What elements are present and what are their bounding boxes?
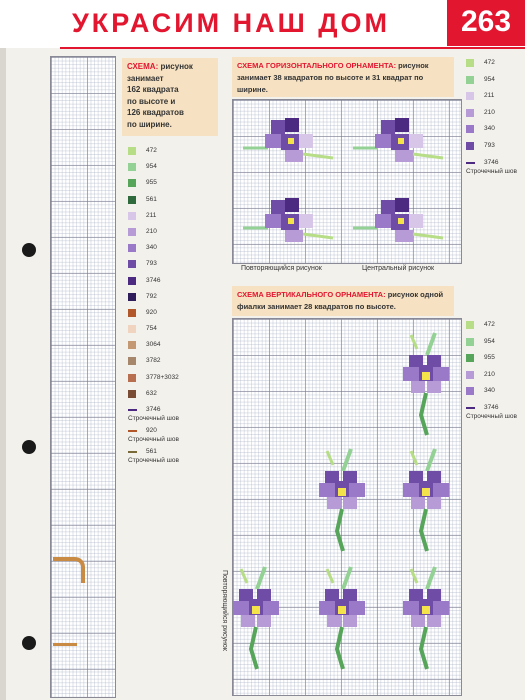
horizontal-scheme-info [232,57,454,97]
page-title: УКРАСИМ НАШ ДОМ [72,8,390,38]
legend-note: Строчечный шов [466,167,517,175]
vertical-chart-grid [232,318,462,696]
legend-code: 754 [146,325,157,333]
color-swatch [128,260,136,268]
color-swatch [128,374,136,382]
horizontal-caption-repeat: Повторяющийся рисунок [241,265,322,272]
color-swatch [466,371,474,379]
chart-border-motif [53,557,85,583]
legend-code: 211 [146,211,157,219]
page-number: 263 [447,0,525,46]
violet-motif [319,567,365,669]
legend-item [466,337,521,354]
color-swatch [128,244,136,252]
legend-code: 472 [146,147,157,154]
legend-code: 954 [484,337,495,345]
violet-motif [403,449,449,551]
color-swatch [466,142,474,150]
main-scheme-line: 162 квадрата [127,85,179,94]
color-swatch [128,293,136,301]
legend-code: 920 [146,427,157,434]
chart-border-motif [53,643,77,646]
stitch-line-swatch [128,430,137,432]
legend-item [128,292,223,308]
legend-item [466,353,521,370]
violet-motif [353,118,443,162]
legend-code: 632 [146,389,157,397]
color-swatch [128,325,136,333]
legend-item [466,141,521,158]
main-chart-grid [50,56,116,698]
legend-code: 472 [484,59,495,66]
violet-motif [319,449,365,551]
color-swatch [128,390,136,398]
color-swatch [466,338,474,346]
stitch-line-swatch [466,162,475,164]
color-swatch [466,354,474,362]
legend-item [128,259,223,275]
legend-code: 920 [146,308,157,316]
legend-code: 954 [484,75,495,83]
color-swatch [466,59,474,67]
page-edge [0,0,6,700]
legend-code: 211 [484,92,495,100]
horizontal-color-legend [466,58,521,179]
legend-code: 3778+3032 [146,373,179,381]
vertical-scheme-label: СХЕМА ВЕРТИКАЛЬНОГО ОРНАМЕНТА: [237,290,386,299]
legend-stitch-line [128,426,223,447]
horizontal-scheme-label: СХЕМА ГОРИЗОНТАЛЬНОГО ОРНАМЕНТА: [237,61,397,70]
legend-item [466,124,521,141]
main-scheme-line: 126 квадратов [127,108,184,117]
legend-item [128,243,223,259]
legend-item [466,75,521,92]
legend-item [128,227,223,243]
color-swatch [466,109,474,117]
legend-item [466,91,521,108]
legend-code: 340 [484,125,495,133]
binder-hole [22,440,36,454]
vertical-scheme-text: рисунок одной фиалки занимает 28 квадратов по высоте. [237,290,444,311]
legend-item [128,389,223,405]
horizontal-ornament-drawing [233,100,461,263]
legend-code: 210 [146,227,157,235]
legend-code: 561 [146,195,157,203]
legend-stitch-line [128,447,223,468]
legend-item [128,356,223,372]
color-swatch [128,163,136,171]
vertical-scheme-info [232,286,454,316]
legend-note: Строчечный шов [128,436,179,443]
legend-code: 792 [146,292,157,300]
legend-item [128,211,223,227]
main-color-legend [128,146,223,468]
color-swatch [128,228,136,236]
legend-note: Строчечный шов [466,412,517,420]
color-swatch [128,212,136,220]
main-scheme-line: по ширине. [127,119,172,129]
header-rule [60,47,525,49]
legend-item [128,178,223,194]
legend-stitch-line [466,403,521,424]
color-swatch [466,92,474,100]
legend-item [128,373,223,389]
stitch-line-swatch [128,409,137,411]
color-swatch [128,341,136,349]
violet-motif [403,567,449,669]
legend-code: 340 [146,244,157,252]
color-swatch [466,76,474,84]
main-scheme-info [122,58,218,136]
legend-item [466,320,521,337]
horizontal-chart-grid [232,99,462,264]
legend-code: 3746 [484,158,499,166]
color-swatch [128,277,136,285]
violet-motif [233,567,279,669]
legend-code: 3746 [484,403,499,411]
legend-code: 3782 [146,357,161,365]
legend-item [128,324,223,340]
legend-code: 3746 [146,276,161,284]
legend-code: 954 [146,163,157,171]
legend-code: 340 [484,387,495,395]
color-swatch [128,309,136,317]
legend-item [466,58,521,75]
stitch-line-swatch [466,407,475,409]
binder-hole [22,243,36,257]
legend-code: 472 [484,321,495,328]
legend-item [128,308,223,324]
main-scheme-label: СХЕМА: [127,62,159,71]
legend-stitch-line [466,158,521,179]
horizontal-scheme-text: рисунок занимает 38 квадратов по высоте и 31 квадрат по ширине. [237,61,429,94]
legend-code: 793 [146,260,157,268]
main-scheme-line: рисунок [160,62,193,71]
color-swatch [128,357,136,365]
legend-item [128,146,223,162]
legend-note: Строчечный шов [128,457,179,464]
legend-item [466,108,521,125]
color-swatch [466,387,474,395]
color-swatch [466,321,474,329]
legend-item [466,386,521,403]
violet-motif [403,333,449,435]
main-scheme-line: по высоте и [127,96,176,106]
header [0,0,525,48]
legend-stitch-line [128,405,223,426]
main-scheme-line: занимает [127,73,164,83]
legend-item [128,162,223,178]
legend-item [128,195,223,211]
legend-code: 561 [146,448,157,455]
legend-code: 210 [484,370,495,378]
vertical-color-legend [466,320,521,424]
legend-code: 3064 [146,341,161,349]
stitch-line-swatch [128,451,137,453]
vertical-caption-repeat: Повторяющийся рисунок [221,570,228,651]
violet-motif [243,198,333,242]
violet-motif [243,118,333,162]
legend-code: 793 [484,141,495,149]
vertical-ornament-drawing [233,319,461,695]
horizontal-caption-center: Центральный рисунок [362,265,435,272]
color-swatch [128,196,136,204]
color-swatch [466,125,474,133]
legend-code: 3746 [146,406,161,413]
color-swatch [128,179,136,187]
legend-code: 210 [484,108,495,116]
legend-code: 955 [146,179,157,187]
legend-code: 955 [484,354,495,362]
binder-hole [22,636,36,650]
legend-note: Строчечный шов [128,415,179,422]
legend-item [466,370,521,387]
violet-motif [353,198,443,242]
legend-item [128,340,223,356]
legend-item [128,276,223,292]
color-swatch [128,147,136,155]
